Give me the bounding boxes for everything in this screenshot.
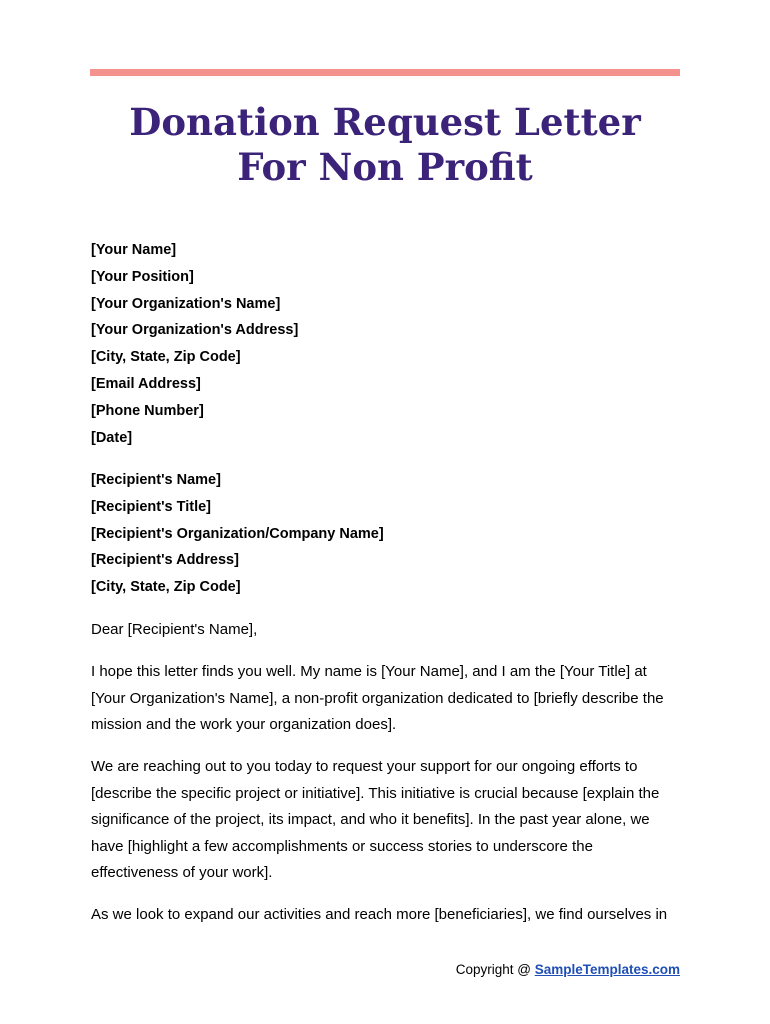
paragraph-line: [describe the specific project or initiative]. This initiative is crucial because [explain the bbox=[91, 784, 660, 802]
body-paragraph-request bbox=[91, 754, 681, 887]
body-paragraph-intro bbox=[91, 659, 681, 739]
paragraph-line: significance of the project, its impact, and who it benefits]. In the past year alone, we bbox=[91, 811, 650, 828]
document-title bbox=[60, 100, 710, 190]
paragraph-line: have [highlight a few accomplishments or success stories to underscore the bbox=[91, 837, 593, 855]
paragraph-line: effectiveness of your work]. bbox=[91, 864, 273, 881]
paragraph-line: I hope this letter finds you well. My name is [Your Name], and I am the [Your Title] at bbox=[91, 663, 647, 680]
title-line-1: Donation Request Letter bbox=[129, 100, 641, 144]
recipient-city-state-zip: [City, State, Zip Code] bbox=[91, 579, 241, 596]
body-paragraph-expansion bbox=[91, 902, 681, 929]
sampletemplates-link[interactable]: SampleTemplates.com bbox=[534, 962, 680, 977]
salutation: Dear [Recipient's Name], bbox=[91, 621, 258, 638]
copyright-footer bbox=[456, 960, 680, 980]
recipient-address: [Recipient's Address] bbox=[91, 552, 239, 569]
recipient-name: [Recipient's Name] bbox=[91, 472, 221, 488]
paragraph-line: [Your Organization's Name], a non-profit organization dedicated to [briefly describe the bbox=[91, 689, 664, 707]
sender-address: [Your Organization's Address] bbox=[91, 322, 299, 339]
sender-phone: [Phone Number] bbox=[91, 402, 204, 419]
sender-city-state-zip: [City, State, Zip Code] bbox=[91, 349, 241, 366]
sender-address-block bbox=[91, 237, 691, 451]
copyright-prefix: Copyright @ bbox=[455, 962, 535, 977]
sender-name: [Your Name] bbox=[91, 242, 177, 258]
paragraph-line: mission and the work your organization does]. bbox=[91, 716, 397, 733]
top-accent-rule bbox=[90, 69, 680, 76]
title-line-2: For Non Profit bbox=[237, 145, 533, 189]
sender-organization: [Your Organization's Name] bbox=[91, 295, 281, 312]
paragraph-line: We are reaching out to you today to request your support for our ongoing efforts to bbox=[91, 758, 638, 775]
recipient-title: [Recipient's Title] bbox=[91, 498, 212, 515]
sender-position: [Your Position] bbox=[91, 268, 194, 285]
paragraph-line: As we look to expand our activities and reach more [beneficiaries], we find ourselves in bbox=[91, 906, 668, 923]
recipient-address-block bbox=[91, 467, 691, 601]
letter-date: [Date] bbox=[91, 429, 133, 446]
recipient-organization: [Recipient's Organization/Company Name] bbox=[91, 525, 384, 542]
sender-email: [Email Address] bbox=[91, 375, 201, 392]
